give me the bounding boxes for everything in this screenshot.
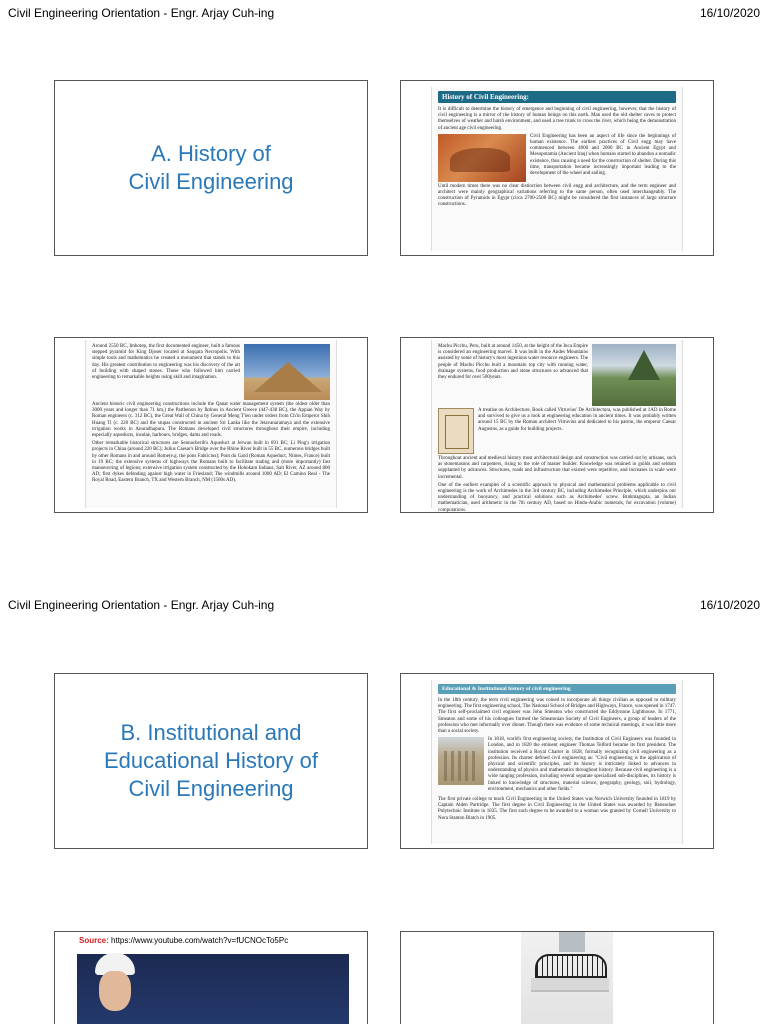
source-line xyxy=(79,936,288,945)
paragraph: Machu Picchu, Peru, built at around 1450, at the height of the Inca Empire is considered an engineering marvel. It was built in the Andes Mountains assisted by some of history's most ingenious water resource engineers. The people of Machu Picchu built a mountain top city with running water, drainage systems, food production and stone structures so advanced that they endured for over 500years. xyxy=(438,344,588,381)
balcony-railing xyxy=(535,954,607,978)
source-label: Source: xyxy=(79,936,109,945)
paragraph: A treatise on Architecture, Book called Vitruvius' De Architectura, was published at 1AD in Rome and survived to give us a look at engineering education in ancient times. It was probably written around 15 BC by the Roman architect Vitruvius and dedicated to his patron, the emperor Caesar Augustus, as a guide for building projects. xyxy=(478,408,676,432)
institution-building-image xyxy=(438,737,484,785)
doc-body xyxy=(438,344,676,513)
source-url[interactable]: https://www.youtube.com/watch?v=fUCNOcTo5Pc xyxy=(111,936,289,945)
document-page-2 xyxy=(0,592,768,1024)
paragraph: In the 18th century, the term civil engineering was coined to incorporate all things civilian as opposed to military engineering. The first engineering school, The National School of Bridges and Highways, France, was opened in 1747. The first self-proclaimed civil engineer was John Smeaton who constructed the Eddystone Lighthouse. In 1771, Smeaton and some of his colleagues formed the Smeatonian Society of Civil Engineers, a group of leaders of the profession who met informally over dinner. Though there was evidence of some technical meetings, it was little more than a social society. xyxy=(438,698,676,735)
slide-institutional-title xyxy=(54,673,368,849)
slide-balcony xyxy=(400,931,714,1024)
vitruvius-book-image xyxy=(438,408,474,454)
slide-institutional-text xyxy=(400,673,714,849)
chariot-relief-image xyxy=(438,134,526,182)
header-title: Civil Engineering Orientation - Engr. Arjay Cuh-ing xyxy=(8,6,275,20)
paragraph: It is difficult to determine the history of emergence and beginning of civil engineering, however, that the history of civil engineering is a mirror of the history of human beings on this earth. Man used the old shelter caves to protect themselves of weather and harsh environment, and used a tree trunk to cross the river, which being the demonstration of ancient age civil engineering. xyxy=(438,107,676,131)
slide-title: A. History of Civil Engineering xyxy=(128,141,294,194)
page-header xyxy=(8,6,760,22)
paragraph: Around 2550 BC, Imhotep, the first documented engineer, built a famous stepped pyramid for King Djoser located at Saqqara Necropolis. With simple tools and mathematics he created a monument that stands to this day. His greatest contribution to engineering was his discovery of the art of building with shaped stones. Those who followed him carried engineering to remarkable heights using skill and imagination. xyxy=(92,344,240,381)
doc-body xyxy=(438,107,676,209)
paragraph-with-image xyxy=(438,344,676,406)
paragraph: Other remarkable historical structures are Sennacherib's Aqueduct at Jerwan built in 691 BC; Li Ping's irrigation projects in China (around 220 BC); Julius Caesar's Bridge over the Rhine River built in 55 BC, numerous bridges built by other Romans in and around Rome(e.g. the pons Fabricius); Pont du Gard (Roman Aqueduct, Nimes, France) built in 19 BC; the extensive systems of highways the Romans built to facilitate trading and (more importantly) fast manoeuvring of legions; extensive irrigation system constructed by the Hohokam Indians, Salt River, AZ around 800 AD; first dykes defending against high water in Friesland; The windmills around 1000 AD; El Camino Real - The Royal Road, Eastern Branch, TX and Western Branch, NM (1500s AD). xyxy=(92,441,330,484)
paragraph-with-image xyxy=(92,344,330,400)
paragraph: Until modern times there was no clear distinction between civil engg and architecture, and the term engineer and architect were mainly geographical variations referring to the same person, often used interchangeably. The construction of Pyramids in Egypt (circa 2700-2500 BC) might be considered the first instances of large structure constructions. xyxy=(438,183,676,208)
slide-machu-picchu xyxy=(400,337,714,513)
page-header xyxy=(8,598,760,614)
doc-body xyxy=(438,698,676,822)
doc-body xyxy=(92,344,330,485)
slide-history-text xyxy=(400,80,714,256)
section-banner: Educational & Institutional history of civil engineering xyxy=(438,684,676,694)
header-date: 16/10/2020 xyxy=(699,6,760,20)
slide-history-title xyxy=(54,80,368,256)
face-image xyxy=(99,971,131,1011)
paragraph: Ancient historic civil engineering constructions include the Qanat water management system (the oldest older than 3000 years and longer than 71 km,) the Parthenon by Iktinos in Ancient Greece (447-438 BC), the Appian Way by Roman engineers (c. 312 BC), the Great Wall of China by General Meng T'ien under orders from Ch'in Emperor Shih Huang Ti (c. 220 BC) and the stupas constructed in ancient Sri Lanka like the Jetavanaramaya and the extensive irrigation works in Anuradhapura. The Romans developed civil structures throughout their empire, including especially aqueducts, insulae, harbours, bridges, dams and roads. xyxy=(92,402,330,439)
balcony-slab xyxy=(531,978,609,992)
balcony-image xyxy=(521,932,613,1024)
step-pyramid-image xyxy=(244,344,330,400)
section-banner: History of Civil Engineering: xyxy=(438,91,676,103)
paragraph: In 1818, world's first engineering society, the Institution of Civil Engineers was founded in London, and in 1820 the eminent engineer Thomas Telford became its first president. The institution received a Royal Charter in 1828, formally recognizing civil engineering as a profession. Its charter defined civil engineering as: "Civil engineering is the application of physical and scientific principles, and its history is intricately linked to advances in understanding of physics and mathematics throughout history. Because civil engineering is a wide ranging profession, including several separate specialized sub-disciplines, its history is linked to knowledge of structures, material science, geography, geology, soil, hydrology, environment, mechanics and other fields." xyxy=(488,737,676,792)
machu-picchu-image xyxy=(592,344,676,406)
slide-ancient-constructions xyxy=(54,337,368,513)
paragraph: The first private college to teach Civil Engineering in the United States was Norwich University founded in 1819 by Captain Alden Partridge. The first degree in Civil Engineering in the United States was awarded by Rensselaer Polytechnic Institute in 1835. The first such degree to be awarded to a woman was granted by Cornell University to Nora Stanton Blatch in 1905. xyxy=(438,797,676,821)
doc-page xyxy=(431,87,683,251)
paragraph: One of the earliest examples of a scientific approach to physical and mathematical problems applicable to civil engineering is the work of Archimedes in the 3rd century BC, including Archimedes Principle, which underpins our understanding of buoyancy, and practical solutions such as Archimedes' screw. Brahmagupta, an Indian mathematician, used arithmetic in the 7th century AD, based on Hindu-Arabic numerals, for excavation (volume) computations. xyxy=(438,482,676,513)
paragraph-with-image xyxy=(438,134,676,182)
window-shape xyxy=(559,932,585,952)
paragraph-with-image xyxy=(438,408,676,454)
header-title: Civil Engineering Orientation - Engr. Arjay Cuh-ing xyxy=(8,598,275,612)
header-date: 16/10/2020 xyxy=(699,598,760,612)
doc-page xyxy=(431,340,683,513)
slide-video-source xyxy=(54,931,368,1024)
slide-title: B. Institutional and Educational History of Civil Engineering xyxy=(104,720,318,801)
video-thumbnail[interactable] xyxy=(77,954,349,1024)
doc-page xyxy=(431,680,683,844)
doc-page xyxy=(85,340,337,508)
paragraph: Civil Engineering has been an aspect of life since the beginnings of human existence. The earliest practices of Civil engg may have commenced between 4000 and 2000 BC in Ancient Egypt and Mesopotamia (Ancient Iraq) when humans started to abandon a nomadic existence, thus causing a need for the construction of shelter. During this time, transportation became increasingly important leading to the development of the wheel and sailing. xyxy=(530,133,676,177)
paragraph: Throughout ancient and medieval history most architectural design and construction was carried out by artisans, such as stonemasons and carpenters, rising to the role of master builder. Knowledge was retained in guilds and seldom supplanted by advances. Structures, roads and infrastructure that existed were repetitive, and increases in scale were incremental. xyxy=(438,456,676,480)
engineer-helmet-image xyxy=(87,953,143,1024)
paragraph-with-image xyxy=(438,737,676,795)
